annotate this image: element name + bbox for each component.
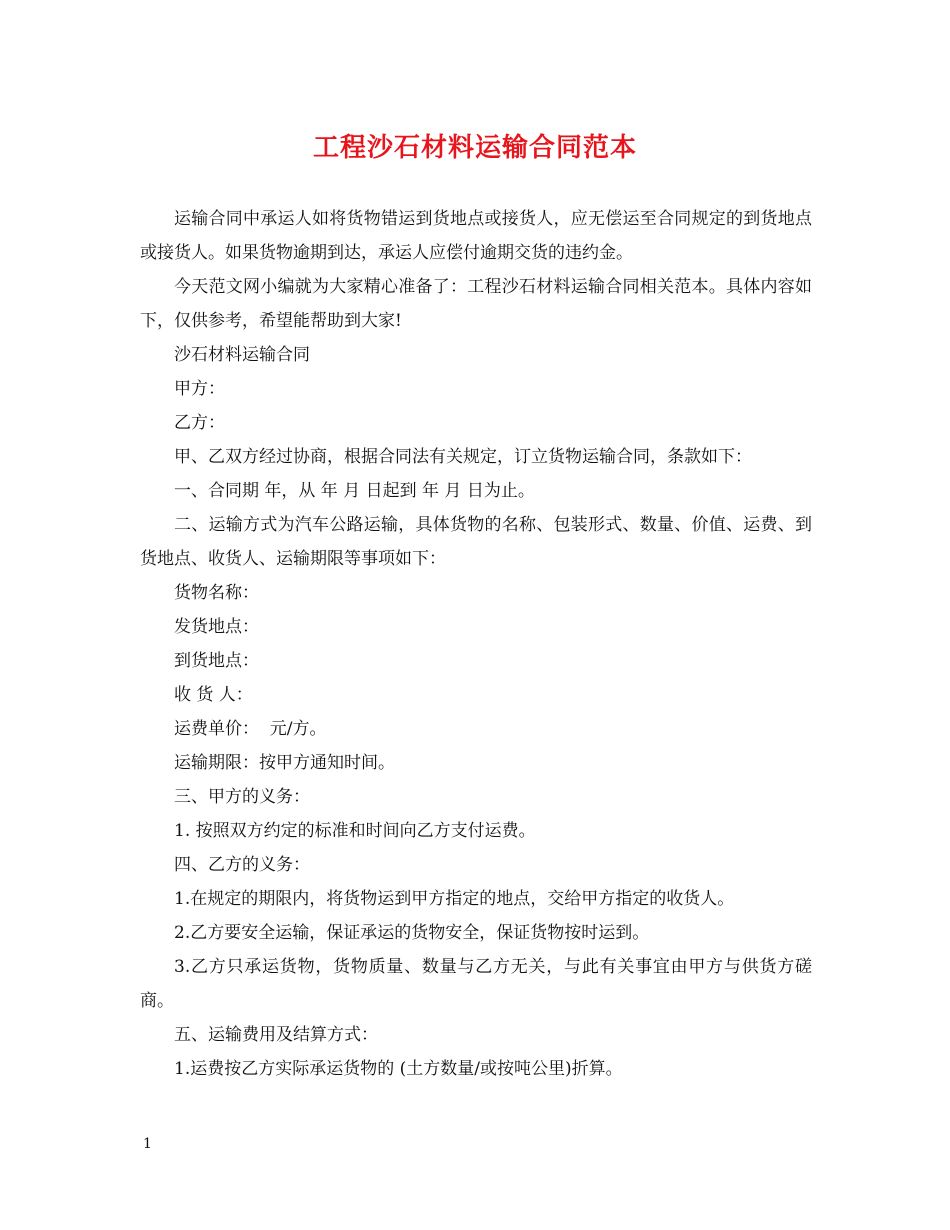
clause-1: 一、合同期 年，从 年 月 日起到 年 月 日为止。 <box>174 481 535 501</box>
transport-period-line: 运输期限：按甲方通知时间。 <box>174 753 395 773</box>
clause-3-heading: 三、甲方的义务： <box>174 787 310 807</box>
document-title: 工程沙石材料运输合同范本 <box>312 133 637 163</box>
party-b-line: 乙方： <box>174 413 225 433</box>
paragraph: 今天范文网小编就为大家精心准备了：工程沙石材料运输合同相关范本。具体内容如下，仅供参考，希望能帮助到大家! <box>140 277 812 331</box>
clause-5-heading: 五、运输费用及结算方式： <box>174 1025 378 1045</box>
consignee-line: 收 货 人： <box>174 685 253 705</box>
shipping-place-line: 发货地点： <box>174 617 259 637</box>
clause-5-item-1: 1.运费按乙方实际承运货物的 (土方数量/或按吨公里)折算。 <box>174 1059 623 1079</box>
page-number: 1 <box>143 1136 152 1152</box>
arrival-place-line: 到货地点： <box>174 651 259 671</box>
clause-4-item-3: 3.乙方只承运货物，货物质量、数量与乙方无关，与此有关事宜由甲方与供货方磋商。 <box>140 957 812 1011</box>
contract-heading: 沙石材料运输合同 <box>174 345 310 365</box>
clause-3-item-1: 1. 按照双方约定的标准和时间向乙方支付运费。 <box>174 821 536 841</box>
clause-4-item-2: 2.乙方要安全运输，保证承运的货物安全，保证货物按时运到。 <box>174 923 650 943</box>
goods-name-line: 货物名称： <box>174 583 259 603</box>
document-body <box>140 202 812 1086</box>
clause-4-heading: 四、乙方的义务： <box>174 855 310 875</box>
party-a-line: 甲方： <box>174 379 225 399</box>
paragraph: 运输合同中承运人如将货物错运到货地点或接货人，应无偿运至合同规定的到货地点或接货人。如果货物逾期到达，承运人应偿付逾期交货的违约金。 <box>140 209 812 263</box>
clause-4-item-1: 1.在规定的期限内，将货物运到甲方指定的地点，交给甲方指定的收货人。 <box>174 889 735 909</box>
paragraph: 甲、乙双方经过协商，根据合同法有关规定，订立货物运输合同，条款如下： <box>174 447 752 467</box>
clause-2: 二、运输方式为汽车公路运输，具体货物的名称、包装形式、数量、价值、运费、到货地点、收货人、运输期限等事项如下： <box>140 515 812 569</box>
freight-price-line: 运费单价： 元/方。 <box>174 719 327 739</box>
